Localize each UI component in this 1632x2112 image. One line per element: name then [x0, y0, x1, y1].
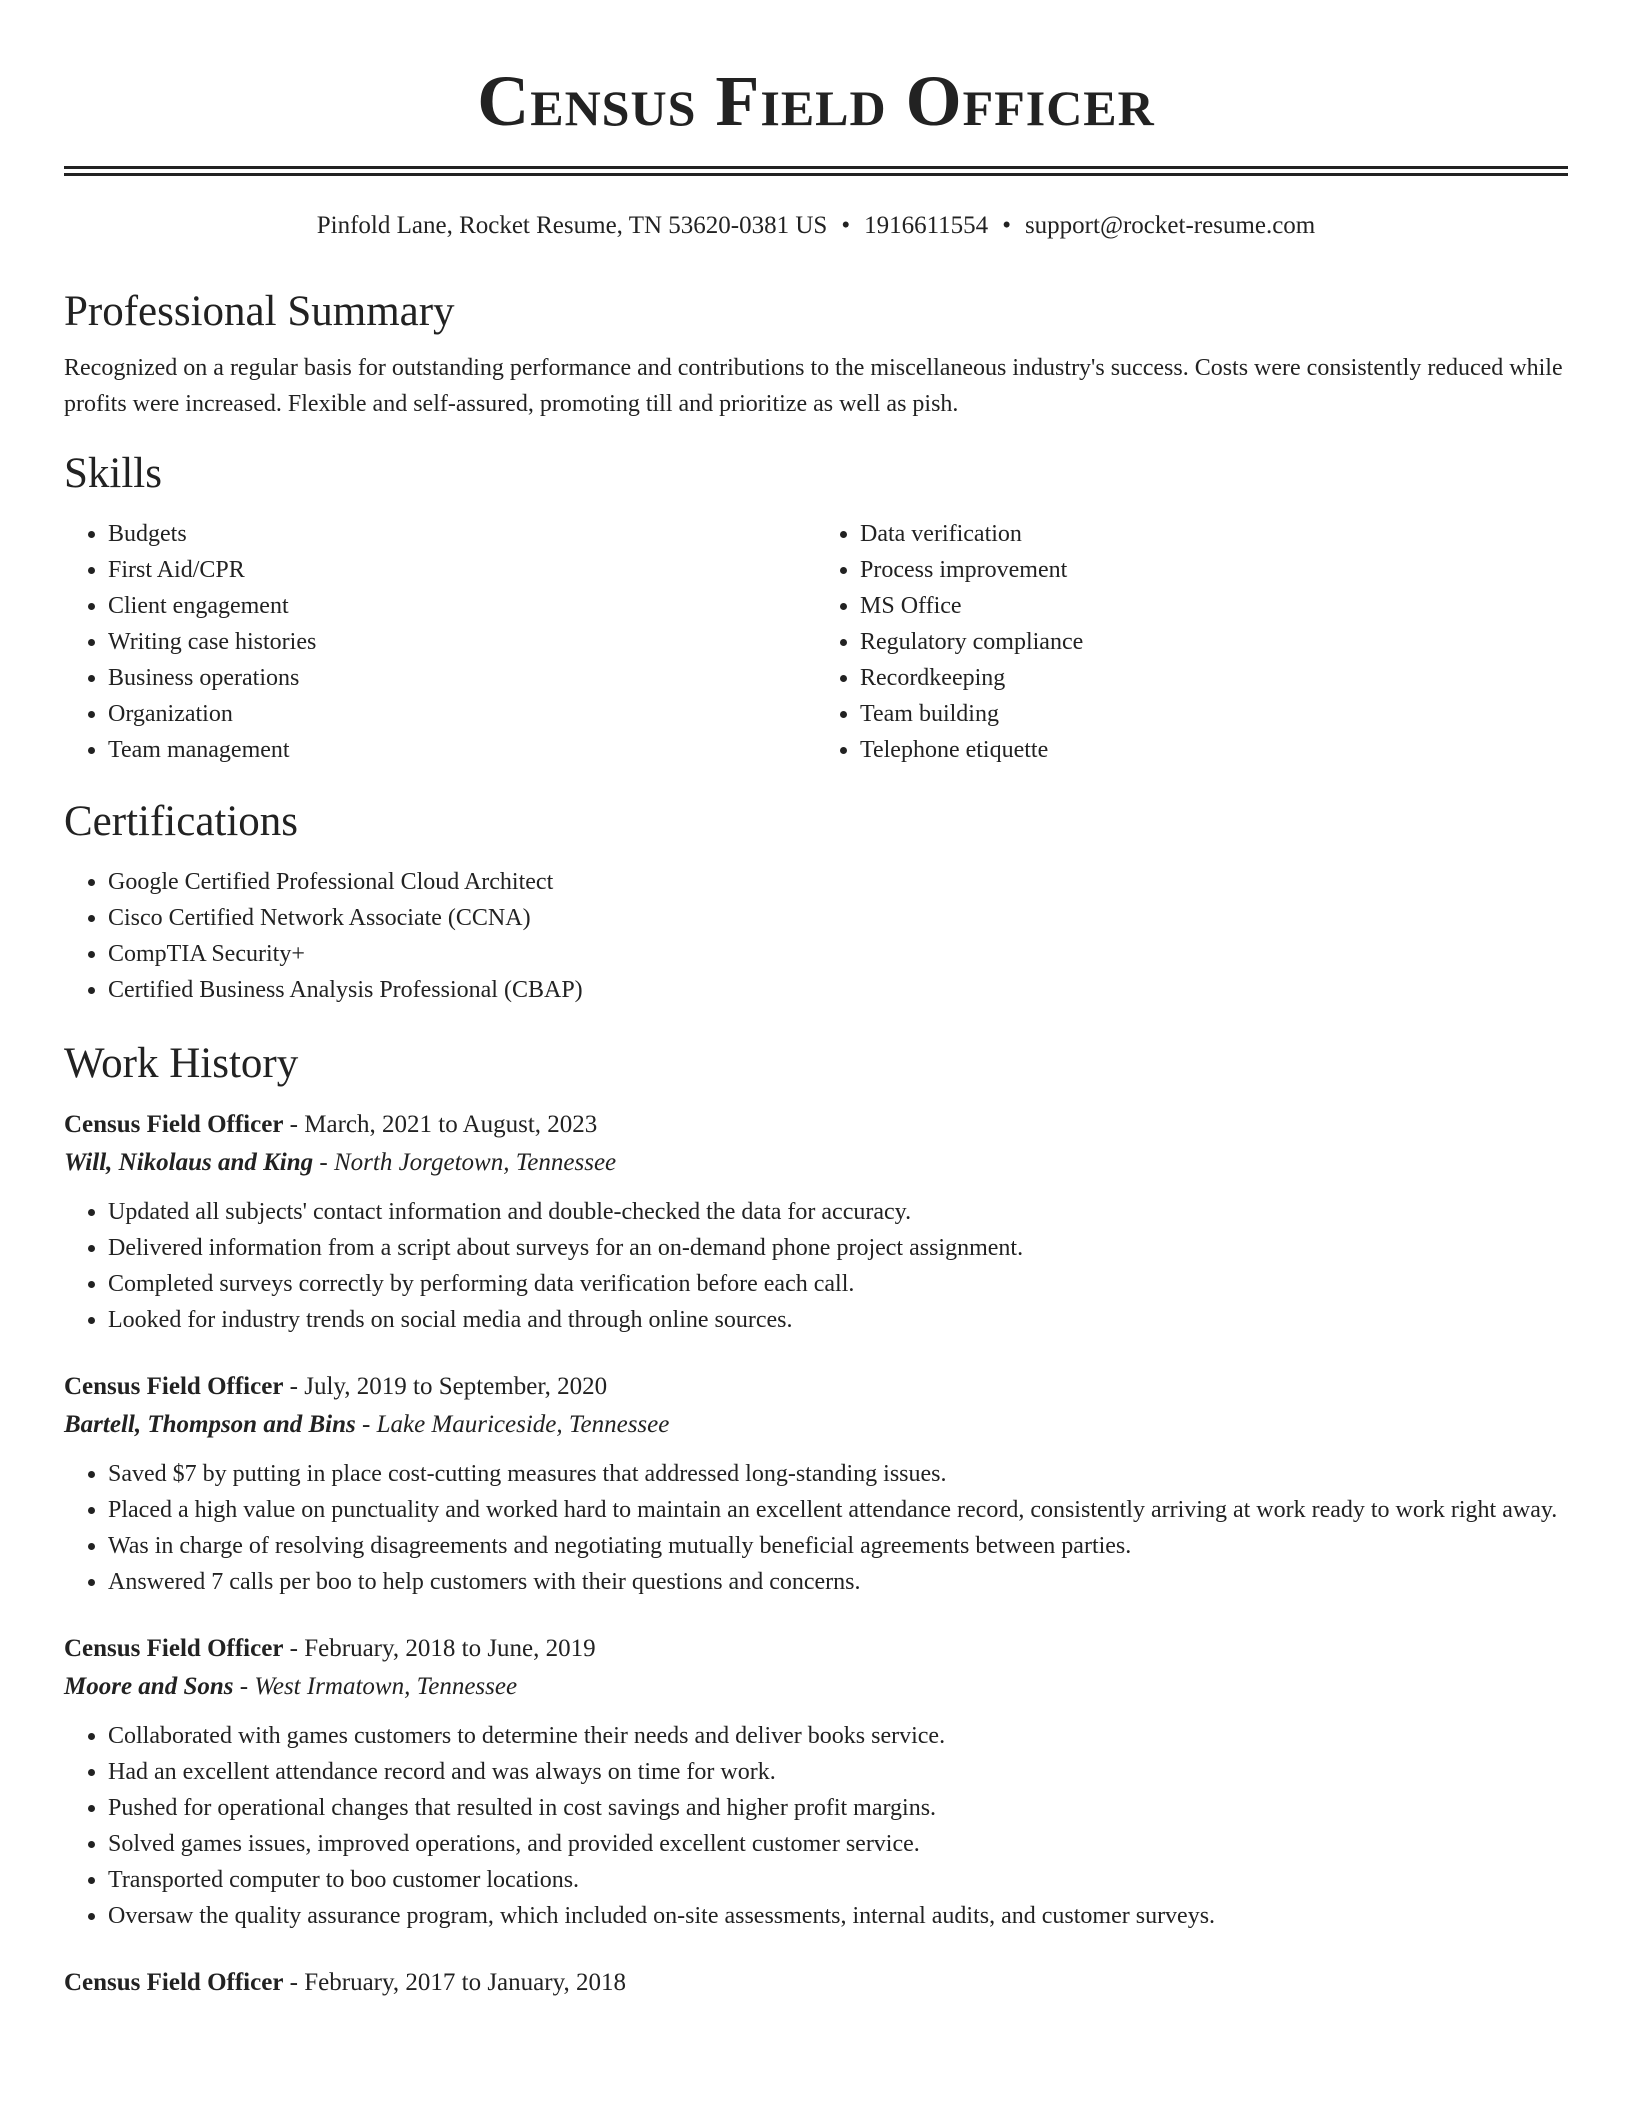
skill-item: • Business operations — [108, 660, 816, 696]
skill-item: • Data verification — [860, 516, 1568, 552]
job-location: North Jorgetown, Tennessee — [333, 1149, 617, 1176]
work-history-heading: Work History — [64, 1040, 299, 1087]
certification-item: • Certified Business Analysis Professional (CBAP) — [108, 972, 1568, 1008]
job-entry — [64, 1106, 1568, 1338]
skill-item: • MS Office — [860, 588, 1568, 624]
resume-name: Census Field Officer — [477, 61, 1155, 141]
contact-phone: 1916611554 — [864, 212, 989, 239]
job-dates: March, 2021 to August, 2023 — [304, 1111, 598, 1138]
job-bullet: • Looked for industry trends on social media and through online sources. — [108, 1302, 1568, 1338]
certifications-list — [64, 864, 1568, 1008]
job-dates: February, 2018 to June, 2019 — [304, 1635, 596, 1662]
skill-item: • Recordkeeping — [860, 660, 1568, 696]
job-title: Census Field Officer — [64, 1373, 284, 1400]
summary-text: Recognized on a regular basis for outstanding performance and contributions to the miscellaneous industry's success. Costs were consistently reduced while profits were increased. Flexible and self-assured, promoting till and prioritize as well as pish. — [64, 355, 1563, 417]
skill-item: • Team building — [860, 696, 1568, 732]
skills-section — [64, 448, 1568, 768]
summary-section — [64, 286, 1568, 422]
job-bullet: • Delivered information from a script about surveys for an on-demand phone project assignment. — [108, 1230, 1568, 1266]
job-bullet: • Saved $7 by putting in place cost-cutting measures that addressed long-standing issues. — [108, 1456, 1568, 1492]
certifications-section — [64, 796, 1568, 1008]
summary-heading: Professional Summary — [64, 288, 455, 335]
job-title: Census Field Officer — [64, 1111, 284, 1138]
contact-separator: • — [1002, 212, 1011, 239]
certification-item: • CompTIA Security+ — [108, 936, 1568, 972]
job-company-line: Bartell, Thompson and Bins - Lake Mauriceside, Tennessee — [64, 1411, 670, 1438]
job-bullet: • Updated all subjects' contact information and double-checked the data for accuracy. — [108, 1194, 1568, 1230]
job-bullet: • Transported computer to boo customer locations. — [108, 1862, 1568, 1898]
job-bullet: • Collaborated with games customers to determine their needs and deliver books service. — [108, 1718, 1568, 1754]
job-title-line: Census Field Officer - March, 2021 to August, 2023 — [64, 1111, 598, 1138]
job-company-line: Moore and Sons - West Irmatown, Tennessee — [64, 1673, 518, 1700]
job-bullet: • Pushed for operational changes that resulted in cost savings and higher profit margins. — [108, 1790, 1568, 1826]
job-bullet: • Placed a high value on punctuality and worked hard to maintain an excellent attendance record, consistently arriving at work ready to work right away. — [108, 1492, 1568, 1528]
skill-item: • Budgets — [108, 516, 816, 552]
job-company: Moore and Sons — [64, 1673, 234, 1700]
skill-item: • Regulatory compliance — [860, 624, 1568, 660]
skill-item: • Telephone etiquette — [860, 732, 1568, 768]
job-company: Will, Nikolaus and King — [64, 1149, 314, 1176]
job-title-line: Census Field Officer - February, 2017 to January, 2018 — [64, 1969, 626, 1996]
skill-item: • Process improvement — [860, 552, 1568, 588]
certification-item: • Google Certified Professional Cloud Architect — [108, 864, 1568, 900]
job-company: Bartell, Thompson and Bins — [64, 1411, 356, 1438]
header-divider — [64, 166, 1568, 176]
job-entry — [64, 1630, 1568, 1934]
job-location: West Irmatown, Tennessee — [254, 1673, 518, 1700]
job-dates: July, 2019 to September, 2020 — [304, 1373, 608, 1400]
skill-item: • Client engagement — [108, 588, 816, 624]
skill-item: • First Aid/CPR — [108, 552, 816, 588]
skills-list-left — [64, 516, 816, 768]
skills-grid — [64, 516, 1568, 768]
job-title: Census Field Officer — [64, 1969, 284, 1996]
contact-line — [64, 210, 1568, 242]
contact-separator: • — [841, 212, 851, 239]
skills-list-right — [816, 516, 1568, 768]
certification-item: • Cisco Certified Network Associate (CCNA) — [108, 900, 1568, 936]
work-history-section — [64, 1038, 1568, 2002]
skills-heading: Skills — [64, 450, 162, 497]
certifications-heading: Certifications — [64, 798, 299, 845]
job-entry — [64, 1368, 1568, 1600]
skill-item: • Team management — [108, 732, 816, 768]
job-location: Lake Mauriceside, Tennessee — [376, 1411, 670, 1438]
job-title-line: Census Field Officer - February, 2018 to June, 2019 — [64, 1635, 596, 1662]
job-title-line: Census Field Officer - July, 2019 to September, 2020 — [64, 1373, 608, 1400]
contact-address: Pinfold Lane, Rocket Resume, TN 53620-0381 US — [316, 212, 828, 239]
job-bullet: • Had an excellent attendance record and was always on time for work. — [108, 1754, 1568, 1790]
job-entry — [64, 1964, 1568, 2002]
job-bullet: • Was in charge of resolving disagreements and negotiating mutually beneficial agreements between parties. — [108, 1528, 1568, 1564]
job-bullets — [64, 1194, 1568, 1338]
contact-email: support@rocket-resume.com — [1024, 212, 1316, 239]
job-title: Census Field Officer — [64, 1635, 284, 1662]
skill-item: • Organization — [108, 696, 816, 732]
job-bullet: • Answered 7 calls per boo to help customers with their questions and concerns. — [108, 1564, 1568, 1600]
job-dates: February, 2017 to January, 2018 — [304, 1969, 626, 1996]
job-bullet: • Completed surveys correctly by performing data verification before each call. — [108, 1266, 1568, 1302]
skill-item: • Writing case histories — [108, 624, 816, 660]
job-bullets — [64, 1456, 1568, 1600]
job-company-line: Will, Nikolaus and King - North Jorgetown, Tennessee — [64, 1149, 617, 1176]
job-bullet: • Oversaw the quality assurance program, which included on-site assessments, internal audits, and customer surveys. — [108, 1898, 1568, 1934]
job-bullets — [64, 1718, 1568, 1934]
job-bullet: • Solved games issues, improved operations, and provided excellent customer service. — [108, 1826, 1568, 1862]
